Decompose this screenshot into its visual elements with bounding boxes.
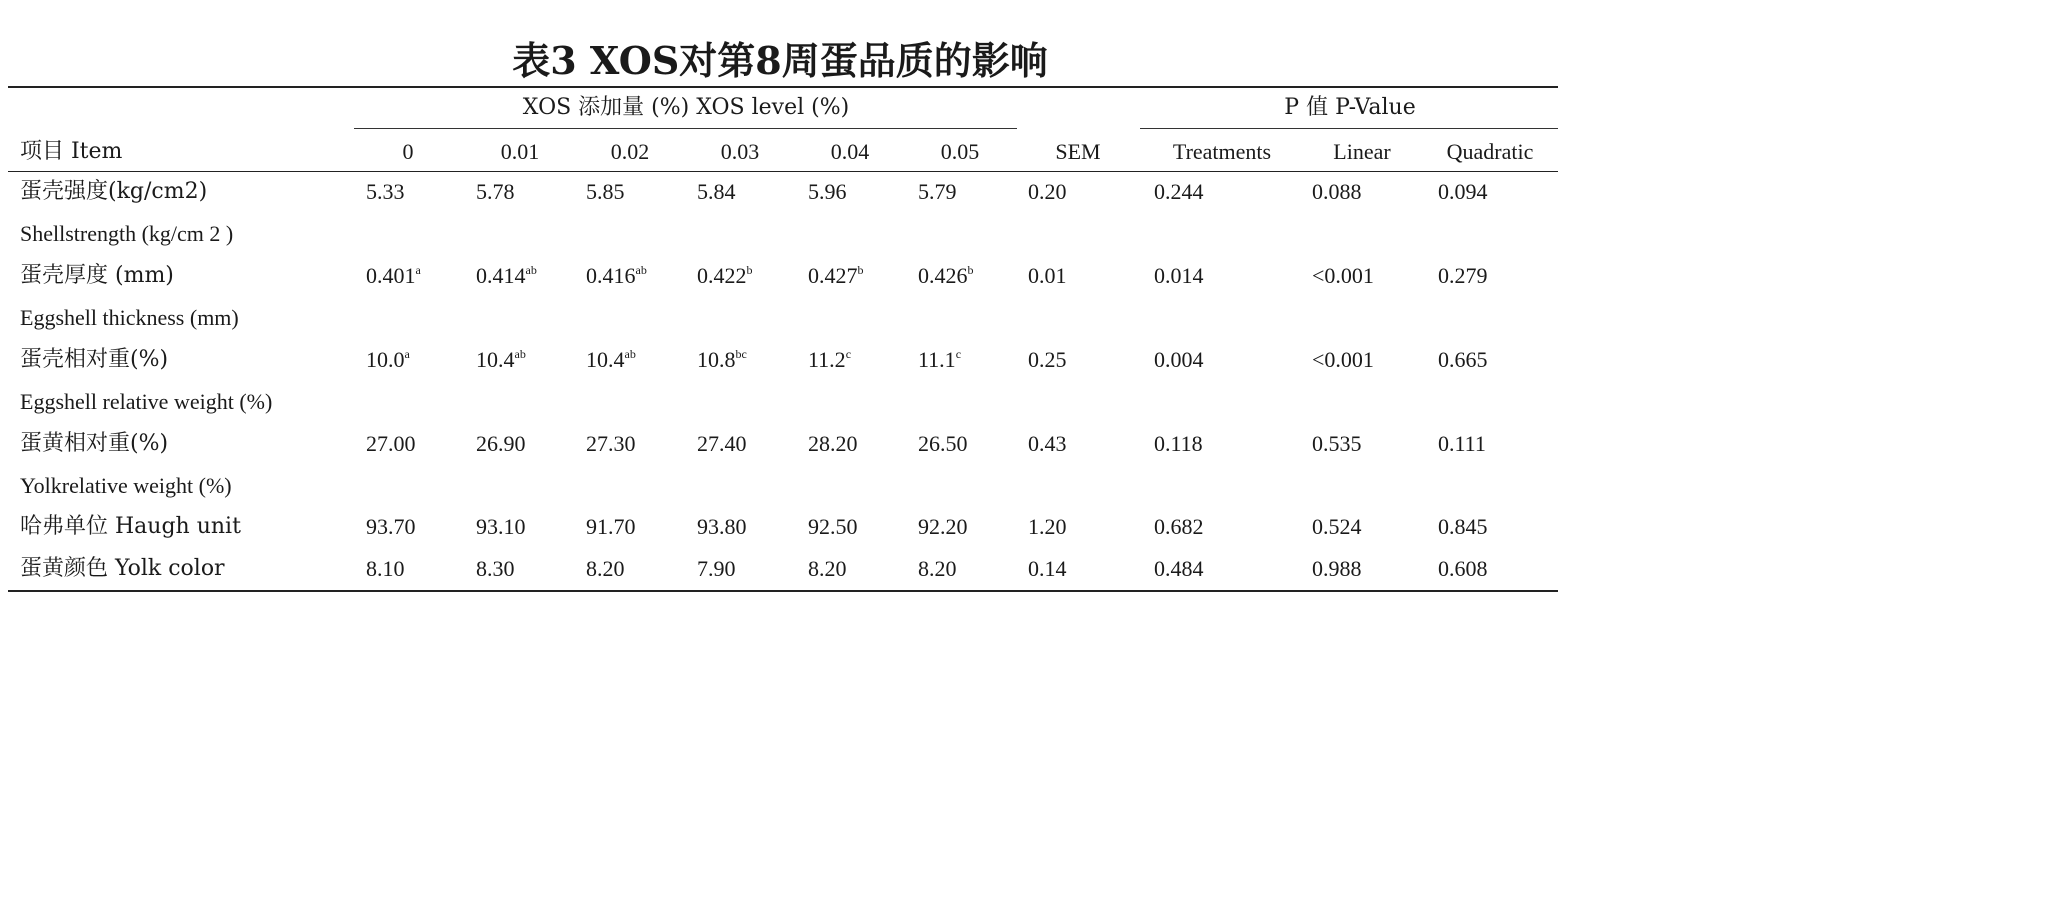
sem-cell: 0.14 xyxy=(1028,556,1067,581)
pvalue-cell: 0.845 xyxy=(1438,514,1488,539)
level-header: 0.05 xyxy=(940,139,980,164)
significance-letter: b xyxy=(967,263,974,277)
pvalue-cell: 0.524 xyxy=(1312,514,1362,539)
table-cell: 92.50 xyxy=(808,514,858,539)
table-cell: 92.20 xyxy=(918,514,968,539)
level-header: 0.03 xyxy=(720,139,760,164)
table-cell: 5.78 xyxy=(476,179,515,204)
table-cell: 8.20 xyxy=(918,556,957,581)
pvalue-cell: 0.665 xyxy=(1438,347,1488,372)
row-label: 蛋壳强度(kg/cm2) xyxy=(20,179,208,204)
table-cell: 10.4$^{ab}$ xyxy=(586,347,636,372)
table-cell: 8.20 xyxy=(586,556,625,581)
sem-cell: 0.25 xyxy=(1028,347,1067,372)
pvalue-cell: 0.484 xyxy=(1154,556,1204,581)
significance-letter: ab xyxy=(525,263,537,277)
table-cell: 11.1$^c$ xyxy=(918,347,962,372)
pvalue-cell: 0.111 xyxy=(1438,431,1486,456)
pvalue-cell: 0.118 xyxy=(1154,431,1203,456)
table-cell: 26.50 xyxy=(918,431,968,456)
row-label-en: Eggshell thickness (mm) xyxy=(20,305,239,330)
table-cell: 93.10 xyxy=(476,514,526,539)
row-label-en: Shellstrength (kg/cm 2 ) xyxy=(20,221,234,246)
table-cell: 91.70 xyxy=(586,514,636,539)
pvalue-cell: 0.279 xyxy=(1438,263,1488,288)
significance-letter: a xyxy=(404,347,410,361)
top-rule xyxy=(8,86,1558,88)
table-cell: 93.70 xyxy=(366,514,416,539)
pvalue-cell: 0.682 xyxy=(1154,514,1204,539)
xos-group-rule xyxy=(354,128,1017,129)
table-title: 表3 XOS对第8周蛋品质的影响 xyxy=(512,38,1048,83)
pvalue-cell: <0.001 xyxy=(1312,347,1374,372)
sem-cell: 0.01 xyxy=(1028,263,1067,288)
table-cell: 27.40 xyxy=(697,431,747,456)
table-cell: 11.2$^c$ xyxy=(808,347,852,372)
table-cell: 10.0$^a$ xyxy=(366,347,410,372)
table-cell: 5.84 xyxy=(697,179,736,204)
table-cell: 7.90 xyxy=(697,556,736,581)
row-label: 哈弗单位 Haugh unit xyxy=(20,514,241,539)
pvalue-cell: 0.094 xyxy=(1438,179,1488,204)
significance-letter: bc xyxy=(735,347,747,361)
table-cell: 27.00 xyxy=(366,431,416,456)
table-cell: 10.4$^{ab}$ xyxy=(476,347,526,372)
significance-letter: b xyxy=(746,263,753,277)
significance-letter: c xyxy=(955,347,962,361)
sem-cell: 0.43 xyxy=(1028,431,1067,456)
significance-letter: a xyxy=(415,263,421,277)
table-cell: 0.414$^{ab}$ xyxy=(476,263,537,288)
table-cell: 0.426$^b$ xyxy=(918,263,974,288)
row-label-en: Eggshell relative weight (%) xyxy=(20,389,273,414)
pvalue-cell: 0.535 xyxy=(1312,431,1362,456)
sem-header: SEM xyxy=(1055,139,1101,164)
significance-letter: ab xyxy=(635,263,647,277)
table-cell: 5.79 xyxy=(918,179,957,204)
table-cell: 26.90 xyxy=(476,431,526,456)
bottom-rule xyxy=(8,590,1558,592)
pvalue-cell: 0.608 xyxy=(1438,556,1488,581)
pvalue-cell: 0.004 xyxy=(1154,347,1204,372)
pvalue-group-rule xyxy=(1140,128,1558,129)
row-label: 蛋黄颜色 Yolk color xyxy=(20,556,225,581)
quadratic-header: Quadratic xyxy=(1446,139,1534,164)
sem-cell: 0.20 xyxy=(1028,179,1067,204)
pvalue-cell: 0.244 xyxy=(1154,179,1204,204)
significance-letter: ab xyxy=(624,347,636,361)
row-label: 蛋壳厚度 (mm) xyxy=(20,263,174,288)
table-cell: 28.20 xyxy=(808,431,858,456)
treatments-header: Treatments xyxy=(1172,139,1272,164)
table-cell: 8.10 xyxy=(366,556,405,581)
pvalue-group-header: P 值 P-Value xyxy=(1284,95,1416,120)
item-column-header: 项目 Item xyxy=(20,139,123,164)
table-cell: 8.20 xyxy=(808,556,847,581)
level-header: 0.04 xyxy=(830,139,870,164)
table-cell: 0.416$^{ab}$ xyxy=(586,263,647,288)
table-cell: 27.30 xyxy=(586,431,636,456)
significance-letter: ab xyxy=(514,347,526,361)
level-header: 0.01 xyxy=(500,139,540,164)
table-cell: 0.427$^b$ xyxy=(808,263,864,288)
linear-header: Linear xyxy=(1333,139,1391,164)
table-cell: 5.85 xyxy=(586,179,625,204)
significance-letter: b xyxy=(857,263,864,277)
pvalue-cell: <0.001 xyxy=(1312,263,1374,288)
significance-letter: c xyxy=(845,347,852,361)
table-cell: 5.33 xyxy=(366,179,405,204)
pvalue-cell: 0.014 xyxy=(1154,263,1204,288)
level-header: 0.02 xyxy=(610,139,650,164)
xos-level-group-header: XOS 添加量 (%) XOS level (%) xyxy=(522,95,850,120)
table-cell: 5.96 xyxy=(808,179,847,204)
row-label: 蛋黄相对重(%) xyxy=(20,431,169,456)
sem-cell: 1.20 xyxy=(1028,514,1067,539)
pvalue-cell: 0.088 xyxy=(1312,179,1362,204)
table-cell: 8.30 xyxy=(476,556,515,581)
table-cell: 0.422$^b$ xyxy=(697,263,753,288)
level-header: 0 xyxy=(402,139,414,164)
table-cell: 93.80 xyxy=(697,514,747,539)
pvalue-cell: 0.988 xyxy=(1312,556,1362,581)
table-cell: 10.8$^{bc}$ xyxy=(697,347,747,372)
row-label-en: Yolkrelative weight (%) xyxy=(20,473,232,498)
table-cell: 0.401$^a$ xyxy=(366,263,421,288)
row-label: 蛋壳相对重(%) xyxy=(20,347,169,372)
header-rule xyxy=(8,171,1558,172)
